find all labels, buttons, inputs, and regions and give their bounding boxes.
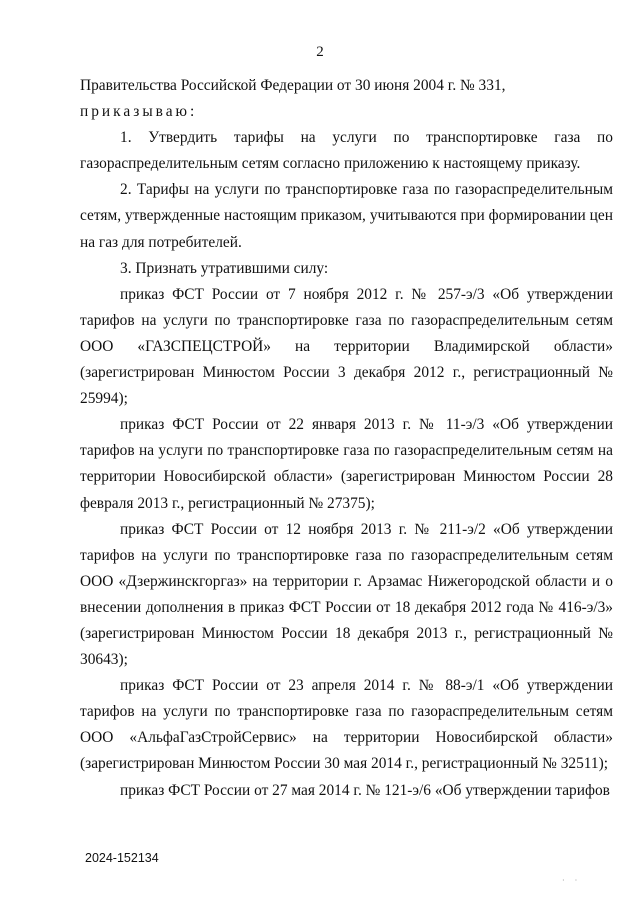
paragraph-preamble-end: Правительства Российской Федерации от 30 июня 2004 г. № 331, [80,77,506,94]
document-body [80,73,613,804]
paragraph-order-211: приказ ФСТ России от 12 ноября 2013 г. № 211-э/2 «Об утверждении тарифов на услуги по транспортировке газа по газораспределительным сетям ООО «Дзержинскгоргаз» на территории г. Арзамас Нижегородской области и о внесении дополнения в приказ ФСТ России от 18 декабря 2012 года № 416-э/3» (зарегистрирован Минюстом России 18 декабря 2013 г., регистрационный № 30643); [80,520,613,669]
paragraph-item-3: 3. Признать утратившими силу: [120,259,329,277]
page-number: 2 [316,44,324,60]
paragraph-item-2: 2. Тарифы на услуги по транспортировке газа по газораспределительным сетям, утвержденные настоящим приказом, учитываются при формировании цен на газ для потребителей. [80,181,613,251]
paragraph-item-1: 1. Утвердить тарифы на услуги по транспортировке газа по газораспределительным сетям согласно приложению к настоящему приказу. [80,129,613,173]
document-id: 2024-152134 [85,851,159,865]
paragraph-order-88: приказ ФСТ России от 23 апреля 2014 г. № 88-э/1 «Об утверждении тарифов на услуги по транспортировке газа по газораспределительным сетям ООО «АльфаГазСтройСервис» на территории Новосибирской области» (зарегистрирован Минюстом России 30 мая 2014 г., регистрационный № 32511); [80,677,613,773]
paragraph-order-11: приказ ФСТ России от 22 января 2013 г. № 11-э/3 «Об утверждении тарифов на услуги по транспортировке газа по газораспределительным сетям на территории Новосибирской области» (зарегистрирован Минюстом России 28 февраля 2013 г., регистрационный № 27375); [80,416,613,512]
scan-marks: · · [562,876,582,885]
paragraph-order-257: приказ ФСТ России от 7 ноября 2012 г. № 257-э/3 «Об утверждении тарифов на услуги по транспортировке газа по газораспределительным сетям ООО «ГАЗСПЕЦСТРОЙ» на территории Владимирской области» (зарегистрирован Минюстом России 3 декабря 2012 г., регистрационный № 25994); [80,285,613,408]
paragraph-order-word: приказываю: [80,103,198,121]
paragraph-order-121: приказ ФСТ России от 27 мая 2014 г. № 121-э/6 «Об утверждении тарифов [120,781,610,799]
